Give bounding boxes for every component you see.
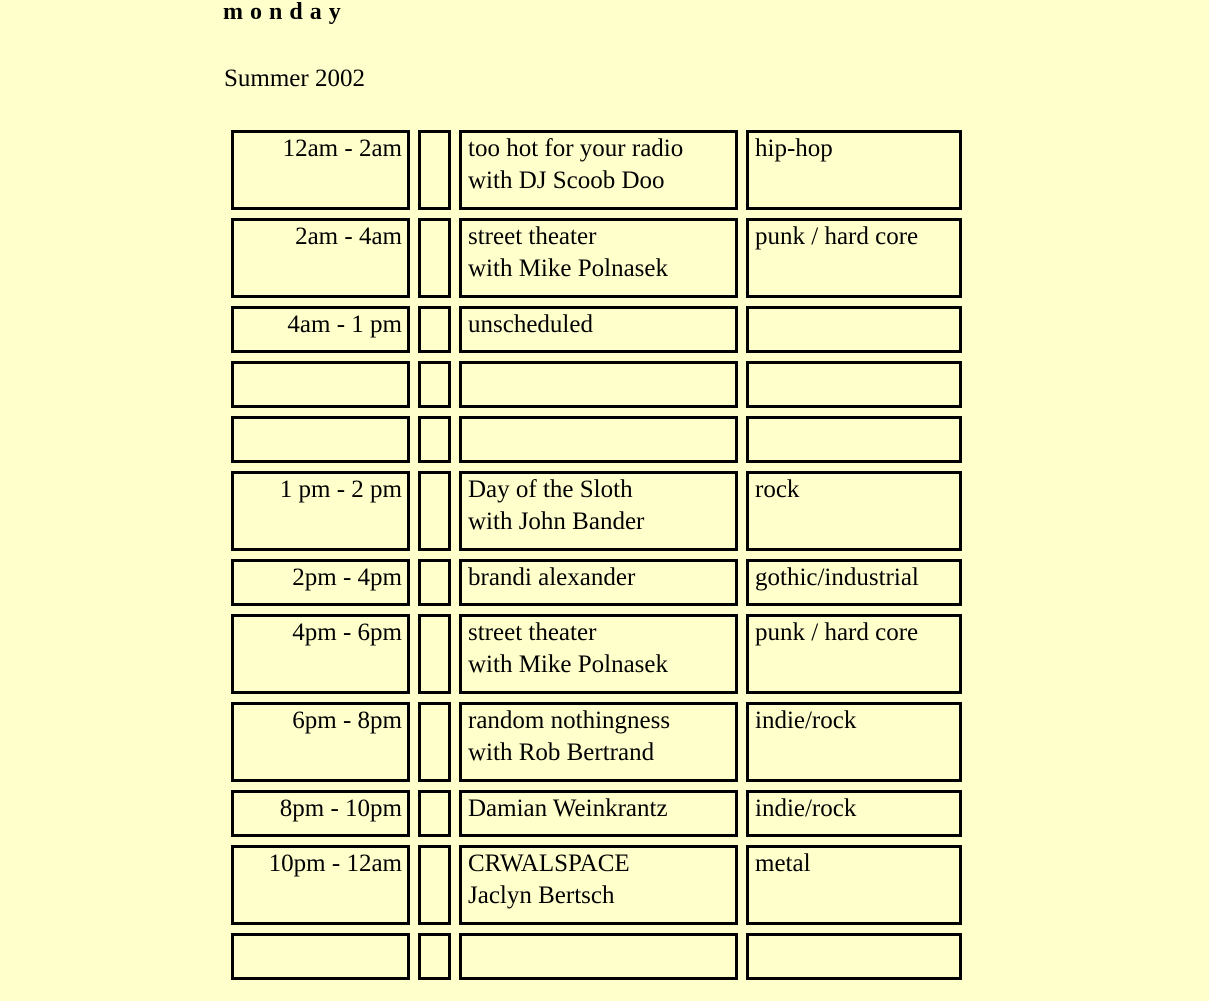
genre-cell: rock (746, 471, 962, 551)
time-slot (231, 361, 410, 408)
show-cell (459, 845, 738, 925)
show-cell (459, 614, 738, 694)
show-title: unscheduled (468, 311, 593, 338)
schedule-row (231, 130, 962, 210)
schedule-row (231, 559, 962, 606)
show-host: with Mike Polnasek (468, 651, 668, 678)
marker-cell (418, 416, 451, 463)
schedule-row (231, 416, 962, 463)
schedule-row (231, 218, 962, 298)
show-host: with Mike Polnasek (468, 255, 668, 282)
time-slot: 1 pm - 2 pm (231, 471, 410, 551)
show-title: too hot for your radio (468, 135, 684, 162)
show-host: Jaclyn Bertsch (468, 882, 615, 909)
show-host: with John Bander (468, 508, 645, 535)
marker-cell (418, 790, 451, 837)
show-title: Damian Weinkrantz (468, 795, 668, 822)
day-title: monday (223, 0, 348, 25)
time-slot: 12am - 2am (231, 130, 410, 210)
marker-cell (418, 614, 451, 694)
time-slot: 4am - 1 pm (231, 306, 410, 353)
schedule-row (231, 614, 962, 694)
show-title: brandi alexander (468, 564, 636, 591)
marker-cell (418, 471, 451, 551)
schedule-row (231, 361, 962, 408)
genre-cell: hip-hop (746, 130, 962, 210)
show-title: Day of the Sloth (468, 476, 633, 503)
show-host: with DJ Scoob Doo (468, 167, 665, 194)
schedule-row (231, 471, 962, 551)
show-cell (459, 306, 738, 353)
marker-cell (418, 361, 451, 408)
show-cell (459, 790, 738, 837)
show-cell (459, 471, 738, 551)
time-slot: 6pm - 8pm (231, 702, 410, 782)
marker-cell (418, 130, 451, 210)
genre-cell (746, 306, 962, 353)
show-cell (459, 218, 738, 298)
show-cell (459, 130, 738, 210)
genre-cell: metal (746, 845, 962, 925)
schedule-row (231, 306, 962, 353)
time-slot: 2am - 4am (231, 218, 410, 298)
schedule-row (231, 790, 962, 837)
show-cell (459, 361, 738, 408)
show-cell (459, 559, 738, 606)
genre-cell: indie/rock (746, 702, 962, 782)
genre-cell: indie/rock (746, 790, 962, 837)
show-title: CRWALSPACE (468, 850, 630, 877)
time-slot: 4pm - 6pm (231, 614, 410, 694)
schedule-table (223, 122, 970, 988)
time-slot (231, 933, 410, 980)
time-slot: 2pm - 4pm (231, 559, 410, 606)
genre-cell (746, 933, 962, 980)
marker-cell (418, 218, 451, 298)
marker-cell (418, 559, 451, 606)
season-label: Summer 2002 (224, 65, 365, 92)
marker-cell (418, 306, 451, 353)
marker-cell (418, 702, 451, 782)
time-slot: 10pm - 12am (231, 845, 410, 925)
schedule-row (231, 845, 962, 925)
show-host: with Rob Bertrand (468, 739, 655, 766)
genre-cell: gothic/industrial (746, 559, 962, 606)
genre-cell (746, 416, 962, 463)
show-cell (459, 933, 738, 980)
genre-cell (746, 361, 962, 408)
schedule-row (231, 702, 962, 782)
marker-cell (418, 933, 451, 980)
time-slot (231, 416, 410, 463)
show-title: street theater (468, 619, 597, 646)
genre-cell: punk / hard core (746, 218, 962, 298)
show-title: random nothingness (468, 707, 671, 734)
marker-cell (418, 845, 451, 925)
show-cell (459, 416, 738, 463)
schedule-row (231, 933, 962, 980)
show-cell (459, 702, 738, 782)
time-slot: 8pm - 10pm (231, 790, 410, 837)
genre-cell: punk / hard core (746, 614, 962, 694)
show-title: street theater (468, 223, 597, 250)
